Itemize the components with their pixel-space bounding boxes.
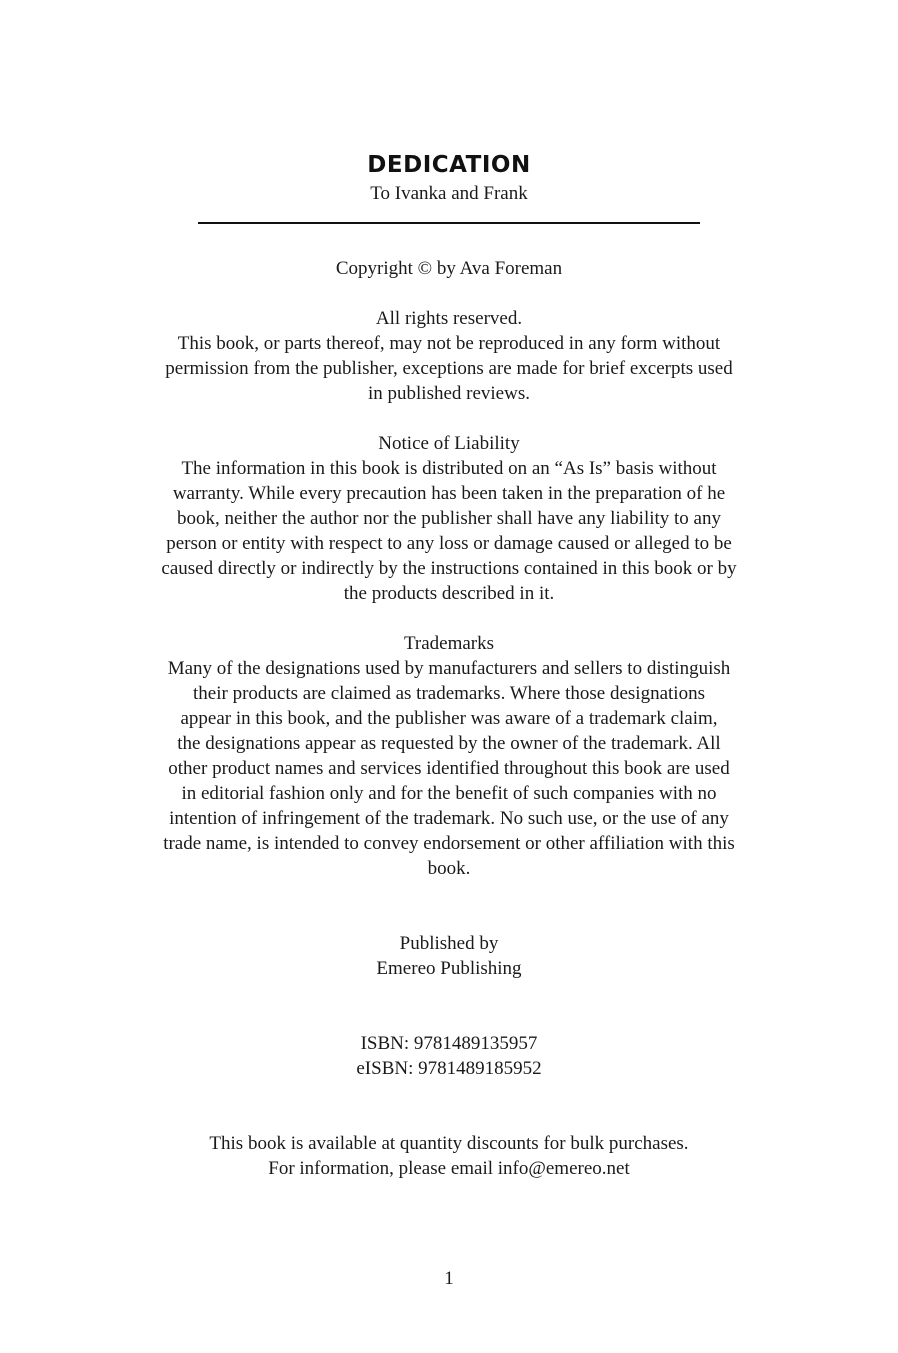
- trademarks-heading: Trademarks: [403, 633, 495, 654]
- publisher-name: Emereo Publishing: [376, 958, 522, 979]
- dedication-text: To Ivanka and Frank: [370, 183, 528, 204]
- liability-line: book, neither the author nor the publisher shall have any liability to any: [176, 508, 721, 529]
- trademarks-line: book.: [427, 858, 471, 879]
- availability-section: [0, 1131, 898, 1181]
- trademarks-line: trade name, is intended to convey endorsement or other affiliation with this: [163, 833, 735, 854]
- availability-line: This book is available at quantity discounts for bulk purchases.: [209, 1133, 689, 1154]
- liability-line: caused directly or indirectly by the instructions contained in this book or by: [161, 558, 737, 579]
- dedication-title: DEDICATION: [367, 152, 531, 178]
- isbn-ebook: eISBN: 9781489185952: [356, 1058, 542, 1079]
- rights-heading: All rights reserved.: [375, 308, 523, 329]
- rights-line: This book, or parts thereof, may not be reproduced in any form without: [177, 333, 721, 354]
- rights-line: in published reviews.: [367, 383, 530, 404]
- publisher-label: Published by: [399, 933, 499, 954]
- copyright-line: Copyright © by Ava Foreman: [335, 258, 563, 279]
- trademarks-line: other product names and services identified throughout this book are used: [168, 758, 730, 779]
- liability-line: warranty. While every precaution has been taken in the preparation of he: [172, 483, 726, 504]
- trademarks-line: Many of the designations used by manufacturers and sellers to distinguish: [167, 658, 731, 679]
- copyright-notice: [0, 256, 898, 281]
- trademarks-line: appear in this book, and the publisher was aware of a trademark claim,: [180, 708, 718, 729]
- trademarks-line: the designations appear as requested by the owner of the trademark. All: [177, 733, 721, 754]
- trademarks-section: [0, 631, 898, 881]
- rights-line: permission from the publisher, exceptions are made for brief excerpts used: [165, 358, 733, 379]
- isbn-section: [0, 1031, 898, 1081]
- trademarks-line: intention of infringement of the trademark. No such use, or the use of any: [169, 808, 729, 829]
- isbn-print: ISBN: 9781489135957: [360, 1033, 538, 1054]
- rights-section: [0, 306, 898, 406]
- liability-section: [0, 431, 898, 606]
- section-divider: [198, 222, 700, 224]
- liability-line: the products described in it.: [343, 583, 555, 604]
- page-number: 1: [444, 1268, 454, 1289]
- trademarks-line: in editorial fashion only and for the benefit of such companies with no: [181, 783, 717, 804]
- liability-heading: Notice of Liability: [378, 433, 520, 454]
- liability-line: person or entity with respect to any loss or damage caused or alleged to be: [166, 533, 732, 554]
- liability-line: The information in this book is distributed on an “As Is” basis without: [181, 458, 717, 479]
- contact-line: For information, please email info@emereo.net: [268, 1158, 630, 1179]
- trademarks-line: their products are claimed as trademarks. Where those designations: [193, 683, 705, 704]
- publisher-section: [0, 931, 898, 981]
